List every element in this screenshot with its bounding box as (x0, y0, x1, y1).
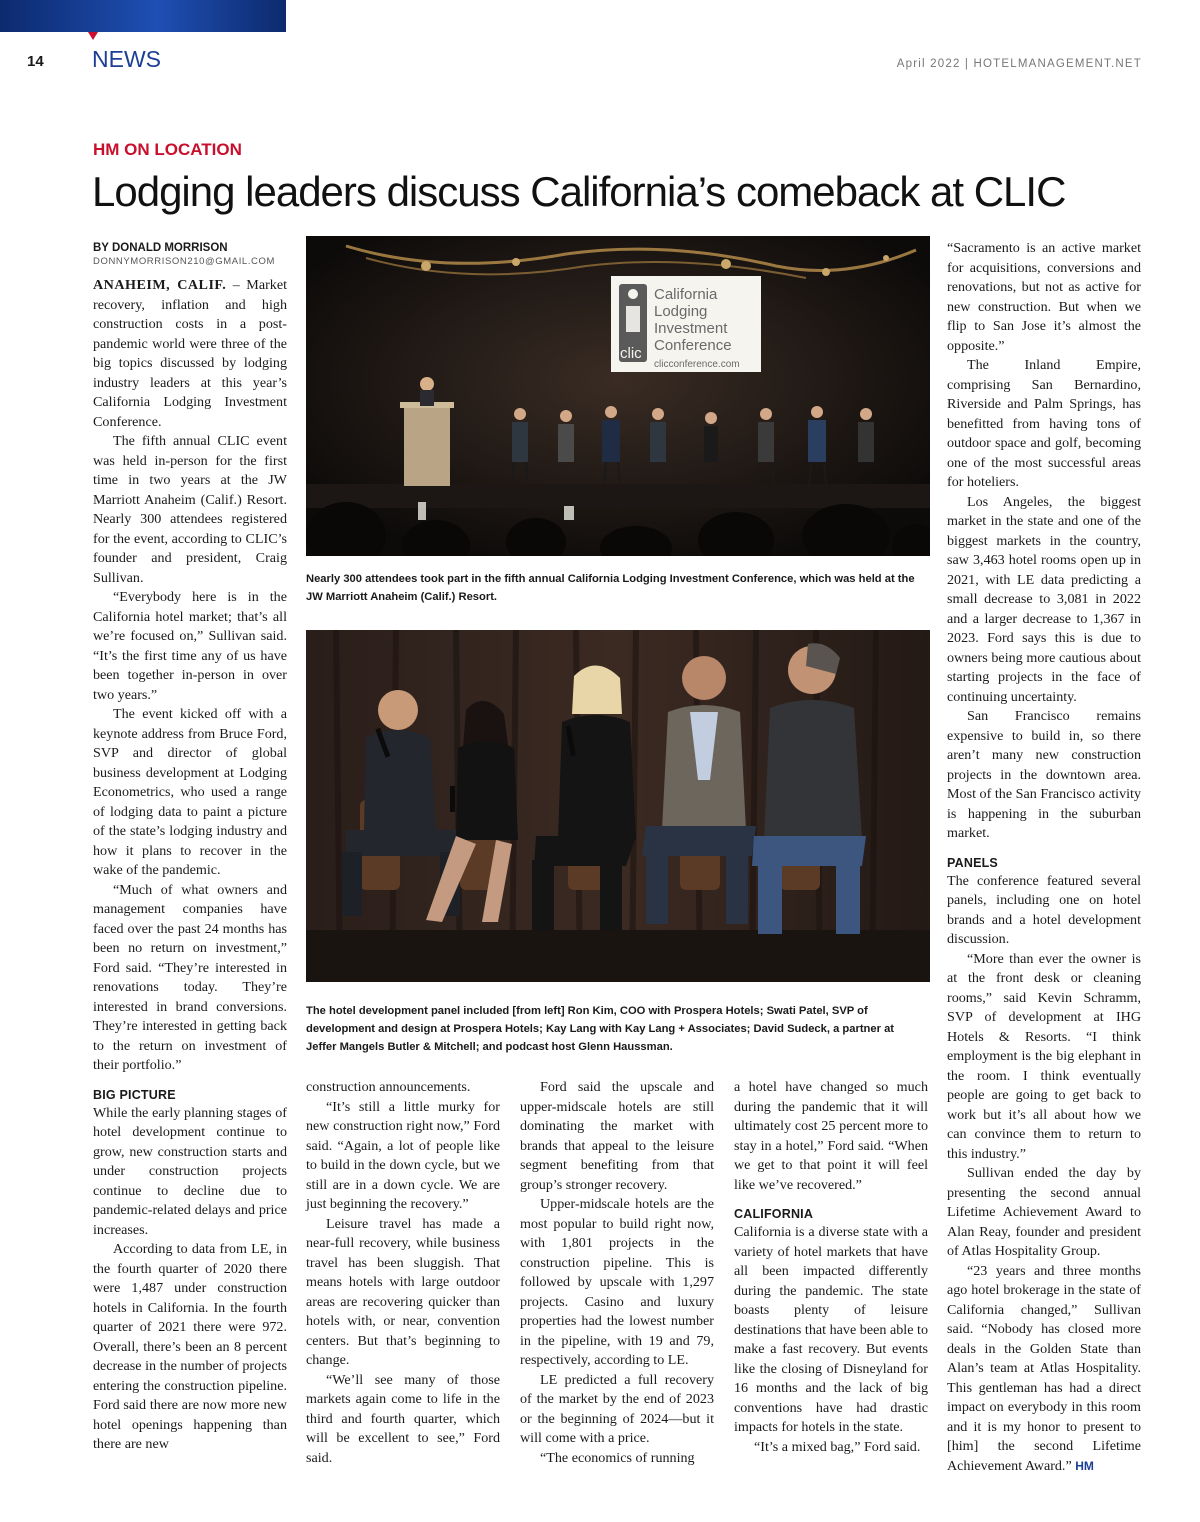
photo-panel-discussion (306, 630, 930, 982)
paragraph: “Everybody here is in the California hotel market; that’s all we’re focused on,” Sullivan said. “It’s the first time any of us have been together in-person in over two years.” (93, 589, 287, 703)
subheading-big-picture: BIG PICTURE (93, 1087, 176, 1102)
header-color-bar (0, 0, 286, 32)
banner-title-line-2: Lodging (654, 303, 708, 320)
article-column-4 (734, 1078, 928, 1457)
paragraph: The fifth annual CLIC event was held in-person for the first time in two years at the JW Marriott Anaheim (Calif.) Resort. Nearly 300 attendees registered for the event, according to CLIC’s founder and president, Craig Sullivan. (93, 433, 287, 586)
section-label: NEWS (92, 46, 161, 72)
paragraph: California is a diverse state with a variety of hotel markets that have all been impacted differently during the pandemic. The state boasts plenty of leisure destinations that have been able to make a fast recovery. But events like the closing of Disneyland for 16 months and the lack of big conventions have had drastic impacts for hotels in the state. (734, 1224, 928, 1435)
author-email: DONNYMORRISON210@GMAIL.COM (93, 256, 276, 267)
byline: BY DONALD MORRISON (93, 242, 228, 254)
paragraph: LE predicted a full recovery of the market by the end of 2023 or the beginning of 2024—but it will come with a price. (520, 1371, 714, 1446)
paragraph: Los Angeles, the biggest market in the state and one of the biggest markets in the country, saw 3,463 hotel rooms open up in 2021, with LE data predicting a small decrease to 3,081 in 2022 and a larger decrease to 1,367 in 2023. Ford says this is due to owners being more cautious about starting projects in the face of continuing uncertainty. (947, 493, 1141, 705)
article-column-5 (947, 239, 1141, 1476)
photo-caption-2: The hotel development panel included [from left] Ron Kim, COO with Prospera Hotels; Swati Patel, SVP of development and design at Prospera Hotels; Kay Lang with Kay Lang + Associates; David Sudeck, a partner at Jeffer Mangels Butler & Mitchell; and podcast host Glenn Haussman. (306, 1005, 895, 1053)
paragraph: Ford said the upscale and upper-midscale hotels are still dominating the market with brands that appeal to the leisure segment benefiting from that group’s stronger recovery. (520, 1079, 714, 1193)
dateline: ANAHEIM, CALIF. (93, 277, 227, 293)
paragraph: “23 years and three months ago hotel brokerage in the state of California changed,” Sullivan said. “Nobody has closed more deals in the Golden State than Alan’s team at Atlas Hospitality. This gentleman has had a direct impact on everybody in this room and it is my honor to present to [him] the second Lifetime Achievement Award.” HM (947, 1262, 1141, 1474)
header-triangle-marker (88, 32, 98, 40)
paragraph: The Inland Empire, comprising San Bernardino, Riverside and Palm Springs, has benefitted from having tons of outdoor space and golf, becoming one of the most successful areas for hoteliers. (947, 357, 1141, 490)
paragraph: “We’ll see many of those markets again come to life in the third and fourth quarter, which will be excellent to see,” Ford said. (306, 1371, 500, 1466)
subheading-panels: PANELS (947, 855, 998, 870)
paragraph: construction announcements. (306, 1079, 471, 1095)
photo-conference-stage (306, 236, 930, 556)
paragraph: a hotel have changed so much during the pandemic that it will ultimately cost 25 percent more to stay in a hotel,” Ford said. “When we get to that point it will feel like we’ve recovered.” (734, 1079, 928, 1193)
paragraph: The conference featured several panels, including one on hotel brands and a hotel development discussion. (947, 872, 1141, 947)
banner-url: clicconference.com (654, 359, 740, 370)
banner-logo-text: clic (620, 345, 642, 362)
paragraph: “Sacramento is an active market for acquisitions, conversions and renovations, but not as active for new construction. But when we flip to San Jose it’s almost the opposite.” (947, 240, 1141, 354)
issue-info: April 2022 | HOTELMANAGEMENT.NET (896, 58, 1142, 70)
article-kicker: HM ON LOCATION (93, 140, 242, 159)
banner-title-line-3: Investment (654, 320, 728, 337)
paragraph: “More than ever the owner is at the front desk or cleaning rooms,” said Kevin Schramm, SVP of development at IHG Hotels & Resorts. “I think employment is the big elephant in the room. I think eventually people are going to get back to work but it’s all about how we can convince them to return to this industry.” (947, 950, 1141, 1162)
article-column-3 (520, 1078, 714, 1468)
article-column-1 (93, 241, 287, 1455)
photo-caption-1: Nearly 300 attendees took part in the fifth annual California Lodging Investment Conference, which was held at the JW Marriott Anaheim (Calif.) Resort. (306, 573, 915, 603)
banner-title-line-4: Conference (654, 337, 732, 354)
end-mark: HM (1075, 1458, 1094, 1473)
paragraph: Leisure travel has made a near-full recovery, while business travel has been sluggish. That means hotels with large outdoor areas are recovering quicker than hotels with, or near, convention centers. But that’s beginning to change. (306, 1215, 500, 1368)
paragraph: While the early planning stages of hotel development continue to grow, new construction starts and under construction projects continue to decline due to pandemic-related delays and price increases. (93, 1104, 287, 1238)
paragraph: Sullivan ended the day by presenting the second annual Lifetime Achievement Award to Alan Reay, founder and president of Atlas Hospitality Group. (947, 1165, 1141, 1259)
article-headline: Lodging leaders discuss California’s comeback at CLIC (92, 168, 1066, 215)
paragraph: “The economics of running (540, 1449, 695, 1466)
paragraph: ANAHEIM, CALIF. – Market recovery, inflation and high construction costs in a post-pandemic world were three of the big topics discussed by lodging industry leaders at this year’s California Lodging Investment Conference. (93, 277, 288, 430)
paragraph: The event kicked off with a keynote address from Bruce Ford, SVP and director of global business development at Lodging Econometrics, who used a range of lodging data to paint a picture of the state’s lodging industry and how it plans to recover in the wake of the pandemic. (93, 706, 287, 878)
paragraph: “Much of what owners and management companies have faced over the past 24 months has been no return on investment,” Ford said. “They’re interested in renovations today. They’re interested in brand conversions. They’re interested in getting back to the return on investment of their portfolio.” (93, 881, 287, 1073)
article-column-2 (306, 1078, 500, 1468)
paragraph: Upper-midscale hotels are the most popular to build right now, with 1,801 projects in the construction pipeline. This is followed by upscale with 1,297 projects. Casino and luxury properties had the lowest number in the pipeline, with 19 and 79, respectively, according to LE. (520, 1196, 714, 1368)
paragraph: “It’s a mixed bag,” Ford said. (754, 1438, 921, 1455)
paragraph: According to data from LE, in the fourth quarter of 2020 there were 1,487 under construction hotels in California. In the fourth quarter of 2021 there were 972. Overall, there’s been an 8 percent decrease in the number of projects entering the construction pipeline. Ford said there are now more new hotel openings happening than there are new (93, 1241, 287, 1452)
subheading-california: CALIFORNIA (734, 1207, 814, 1221)
banner-title-line-1: California (654, 286, 718, 303)
paragraph: “It’s still a little murky for new construction right now,” Ford said. “Again, a lot of people like to build in the down cycle, but we still are in a down cycle. We are just beginning the recovery.” (306, 1098, 500, 1212)
paragraph: San Francisco remains expensive to build in, so there aren’t many new construction projects in the downtown area. Most of the San Francisco activity is happening in the suburban market. (947, 708, 1141, 841)
page-number: 14 (27, 53, 44, 70)
